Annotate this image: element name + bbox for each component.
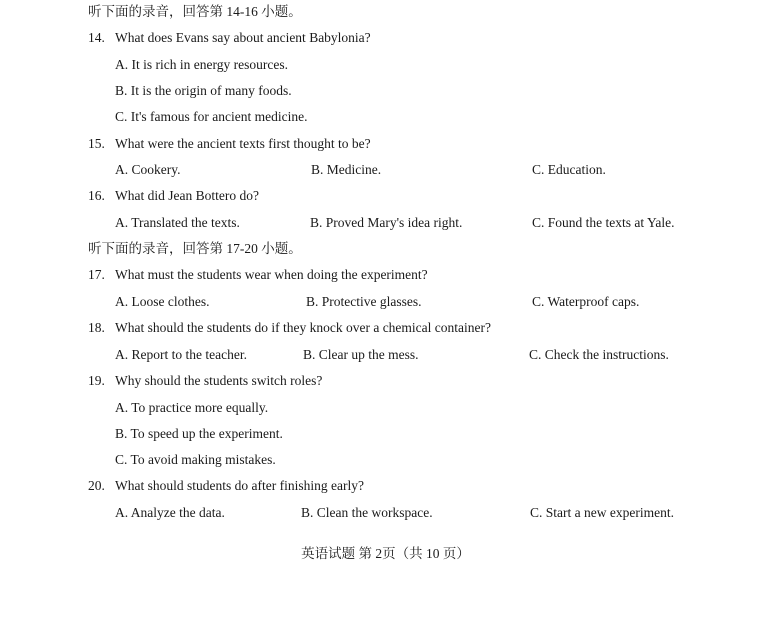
option-15c: C. Education. xyxy=(532,162,606,177)
page-footer: 英语试题 第 2页（共 10 页） xyxy=(301,546,470,561)
option-18a: A. Report to the teacher. xyxy=(115,347,247,362)
question-text-18: What should the students do if they knock over a chemical container? xyxy=(115,320,492,335)
question-number-17: 17. xyxy=(88,267,105,282)
question-text-19: Why should the students switch roles? xyxy=(115,373,323,388)
option-17b: B. Protective glasses. xyxy=(306,294,422,309)
option-15a: A. Cookery. xyxy=(115,162,181,177)
option-16c: C. Found the texts at Yale. xyxy=(532,215,675,230)
option-19a: A. To practice more equally. xyxy=(115,400,269,415)
option-14c: C. It's famous for ancient medicine. xyxy=(115,109,308,124)
question-text-16: What did Jean Bottero do? xyxy=(115,188,259,203)
option-14a: A. It is rich in energy resources. xyxy=(115,57,288,72)
question-text-15: What were the ancient texts first thought to be? xyxy=(115,136,371,151)
section-instruction-14-16: 听下面的录音，回答第 14-16 小题。 xyxy=(88,4,302,19)
question-number-16: 16. xyxy=(88,188,105,203)
option-17a: A. Loose clothes. xyxy=(115,294,210,309)
question-number-20: 20. xyxy=(88,478,105,493)
option-20b: B. Clean the workspace. xyxy=(301,505,433,520)
option-18c: C. Check the instructions. xyxy=(529,347,669,362)
option-16b: B. Proved Mary's idea right. xyxy=(310,215,463,230)
question-number-14: 14. xyxy=(88,30,105,45)
question-number-18: 18. xyxy=(88,320,105,335)
question-text-14: What does Evans say about ancient Babylonia? xyxy=(115,30,371,45)
option-19b: B. To speed up the experiment. xyxy=(115,426,283,441)
question-number-19: 19. xyxy=(88,373,105,388)
option-19c: C. To avoid making mistakes. xyxy=(115,452,276,467)
option-17c: C. Waterproof caps. xyxy=(532,294,640,309)
section-instruction-17-20: 听下面的录音，回答第 17-20 小题。 xyxy=(88,241,302,256)
option-14b: B. It is the origin of many foods. xyxy=(115,83,292,98)
option-15b: B. Medicine. xyxy=(311,162,382,177)
option-16a: A. Translated the texts. xyxy=(115,215,240,230)
question-number-15: 15. xyxy=(88,136,105,151)
option-18b: B. Clear up the mess. xyxy=(303,347,419,362)
question-text-20: What should students do after finishing early? xyxy=(115,478,364,493)
question-text-17: What must the students wear when doing the experiment? xyxy=(115,267,428,282)
option-20a: A. Analyze the data. xyxy=(115,505,225,520)
option-20c: C. Start a new experiment. xyxy=(530,505,674,520)
